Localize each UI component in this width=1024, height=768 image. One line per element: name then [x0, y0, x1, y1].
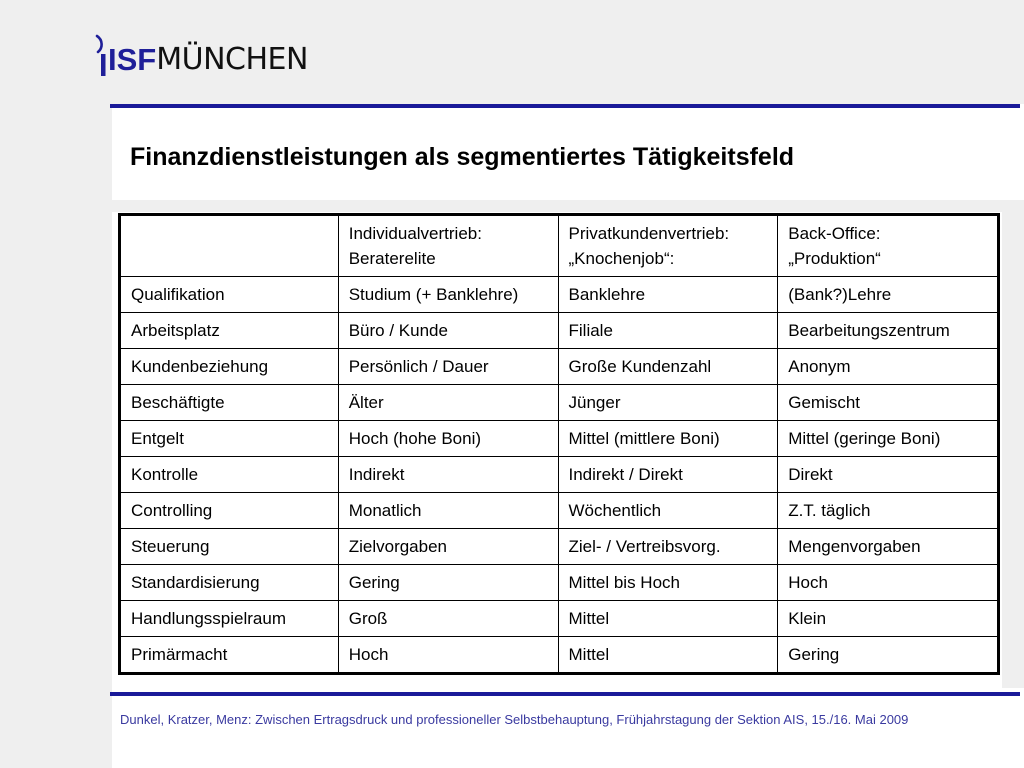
- table-cell: Ziel- / Vertreibsvorg.: [558, 529, 778, 565]
- row-label: Steuerung: [120, 529, 339, 565]
- logo-city-text: MÜNCHEN: [156, 42, 308, 77]
- header-line: „Produktion“: [788, 249, 881, 268]
- row-label: Entgelt: [120, 421, 339, 457]
- table-cell: Filiale: [558, 313, 778, 349]
- table-row: [120, 457, 999, 493]
- logo-mark-icon: [94, 34, 106, 78]
- table-cell: Zielvorgaben: [338, 529, 558, 565]
- table-row: [120, 529, 999, 565]
- table-cell: Mengenvorgaben: [778, 529, 999, 565]
- table-cell: Indirekt / Direkt: [558, 457, 778, 493]
- title-bottom-band: [112, 200, 1024, 212]
- table-cell: Große Kundenzahl: [558, 349, 778, 385]
- footer-divider: [110, 692, 1020, 696]
- table-cell: Monatlich: [338, 493, 558, 529]
- table-cell: Gering: [338, 565, 558, 601]
- table-cell: Banklehre: [558, 277, 778, 313]
- table-row: [120, 313, 999, 349]
- table-cell: Jünger: [558, 385, 778, 421]
- row-label: Kontrolle: [120, 457, 339, 493]
- table-cell: Mittel (geringe Boni): [778, 421, 999, 457]
- table-row: [120, 385, 999, 421]
- header-line: „Knochenjob“:: [568, 249, 675, 268]
- table-cell: Mittel bis Hoch: [558, 565, 778, 601]
- page-title: Finanzdienstleistungen als segmentiertes Tätigkeitsfeld: [130, 143, 795, 171]
- table-cell: Hoch: [778, 565, 999, 601]
- row-label: Kundenbeziehung: [120, 349, 339, 385]
- table-cell: Anonym: [778, 349, 999, 385]
- table-cell: Büro / Kunde: [338, 313, 558, 349]
- table-row: [120, 277, 999, 313]
- table-cell: Gemischt: [778, 385, 999, 421]
- table-cell: Mittel: [558, 637, 778, 674]
- row-label: Primärmacht: [120, 637, 339, 674]
- row-label: Controlling: [120, 493, 339, 529]
- comparison-table: [118, 213, 1000, 675]
- table-row: [120, 601, 999, 637]
- row-label: Arbeitsplatz: [120, 313, 339, 349]
- header-line: Privatkundenvertrieb:: [568, 224, 730, 243]
- row-label: Beschäftigte: [120, 385, 339, 421]
- header-cell-back-office: [778, 215, 999, 277]
- table-row: [120, 349, 999, 385]
- table-row: [120, 565, 999, 601]
- table-cell: Indirekt: [338, 457, 558, 493]
- table-cell: Hoch: [338, 637, 558, 674]
- table-header-row: [120, 215, 999, 277]
- table-row: [120, 637, 999, 674]
- logo-isf-text: ISF: [108, 42, 157, 77]
- header-cell-empty: [120, 215, 339, 277]
- footer-citation: Dunkel, Kratzer, Menz: Zwischen Ertragsdruck und professioneller Selbstbehauptung, Frühjahrstagung der Sektion AIS, 15./16. Mai 2009: [120, 712, 909, 727]
- table-cell: Mittel: [558, 601, 778, 637]
- header-line: Beraterelite: [348, 249, 436, 268]
- isf-muenchen-logo: [94, 26, 308, 78]
- right-margin-band: [1002, 200, 1024, 688]
- table-cell: Klein: [778, 601, 999, 637]
- header-cell-privatkundenvertrieb: [558, 215, 778, 277]
- table-cell: Direkt: [778, 457, 999, 493]
- table-cell: Wöchentlich: [558, 493, 778, 529]
- table-cell: (Bank?)Lehre: [778, 277, 999, 313]
- table-cell: Hoch (hohe Boni): [338, 421, 558, 457]
- table-cell: Persönlich / Dauer: [338, 349, 558, 385]
- table-cell: Mittel (mittlere Boni): [558, 421, 778, 457]
- left-margin-strip: [0, 0, 112, 768]
- table-cell: Bearbeitungszentrum: [778, 313, 999, 349]
- header-cell-individualvertrieb: [338, 215, 558, 277]
- row-label: Standardisierung: [120, 565, 339, 601]
- table-cell: Z.T. täglich: [778, 493, 999, 529]
- table-cell: Älter: [338, 385, 558, 421]
- row-label: Qualifikation: [120, 277, 339, 313]
- table-cell: Groß: [338, 601, 558, 637]
- table-cell: Gering: [778, 637, 999, 674]
- header-line: Individualvertrieb:: [348, 224, 482, 243]
- table-cell: Studium (+ Banklehre): [338, 277, 558, 313]
- row-label: Handlungsspielraum: [120, 601, 339, 637]
- table-row: [120, 493, 999, 529]
- table-row: [120, 421, 999, 457]
- header-line: Back-Office:: [788, 224, 881, 243]
